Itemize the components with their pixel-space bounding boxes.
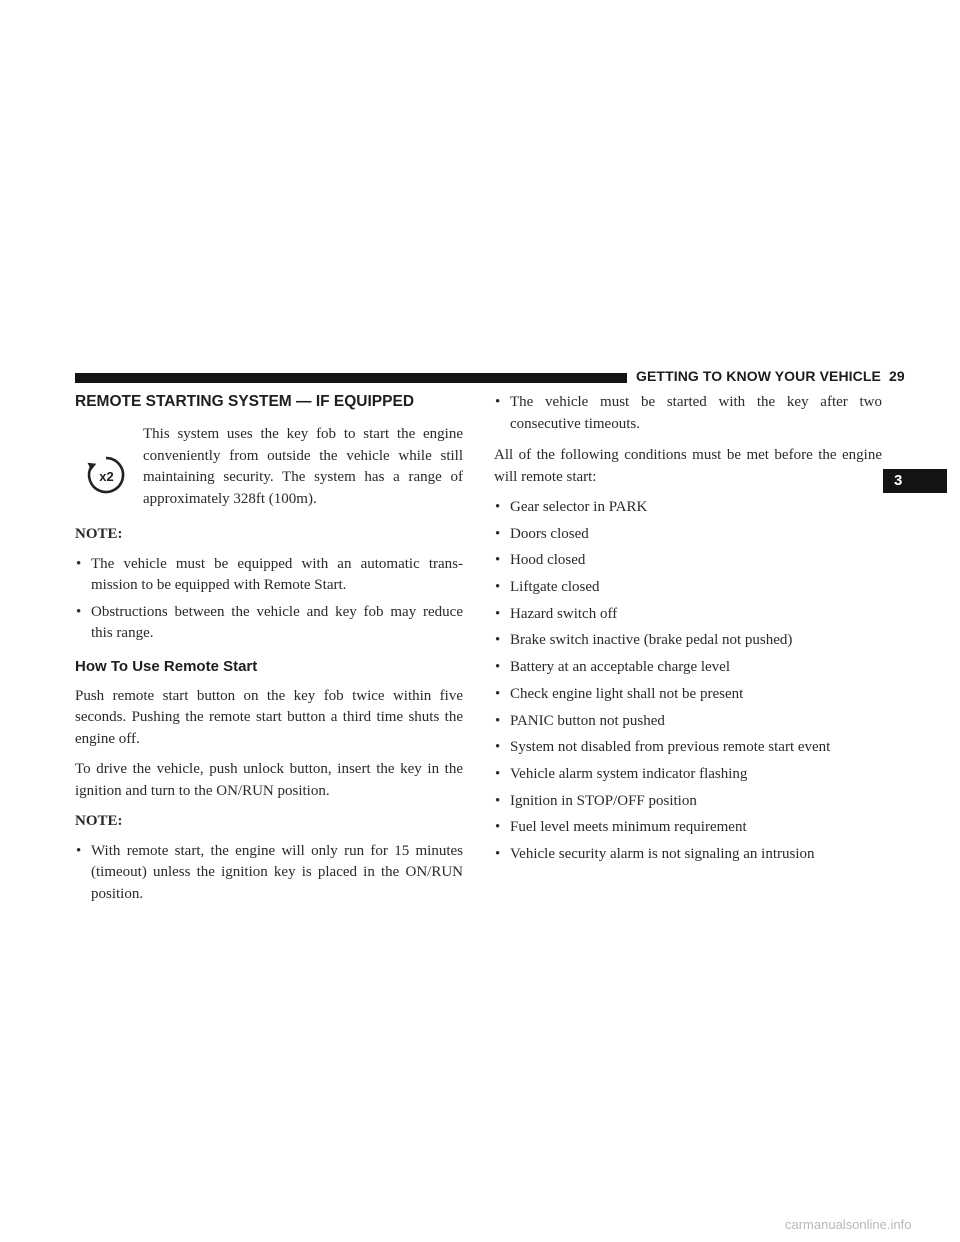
left-column [75, 392, 463, 915]
list-item: • Liftgate closed [494, 577, 882, 599]
list-item: • PANIC button not pushed [494, 711, 882, 733]
list-item: • Doors closed [494, 524, 882, 546]
list-item: • The vehicle must be equipped with an automatic trans- mission to be equipped with Remote Start. [75, 554, 463, 597]
list-item: • Ignition in STOP/OFF position [494, 791, 882, 813]
note-label: NOTE: [75, 526, 123, 542]
list-item: • Hood closed [494, 550, 882, 572]
list-item: • Brake switch inactive (brake pedal not pushed) [494, 630, 882, 652]
note-label: NOTE: [75, 813, 123, 829]
remote-start-x2-icon [85, 454, 127, 496]
list-item: • Vehicle alarm system indicator flashing [494, 764, 882, 786]
note-list [75, 841, 463, 906]
list-item: • Gear selector in PARK [494, 497, 882, 519]
list-item: • Battery at an acceptable charge level [494, 657, 882, 679]
header-rule [75, 373, 627, 383]
paragraph: All of the following conditions must be met before the engine will remote start: [494, 447, 882, 485]
paragraph: To drive the vehicle, push unlock button, insert the key in the ignition and turn to the ON/RUN position. [75, 761, 463, 799]
list-item: • Hazard switch off [494, 604, 882, 626]
icon-label: x2 [99, 469, 114, 484]
running-header [636, 368, 905, 384]
list-item: • Check engine light shall not be present [494, 684, 882, 706]
list-item: • The vehicle must be started with the key after two consecutive timeouts. [494, 392, 882, 435]
note-list [494, 392, 882, 435]
list-item: • Fuel level meets minimum requirement [494, 817, 882, 839]
page-number: 29 [888, 368, 905, 384]
intro-block [75, 424, 463, 510]
watermark: carmanualsonline.info [785, 1217, 912, 1232]
intro-text: This system uses the key fob to start the engine conveniently from outside the vehicle while still maintaining security. The system has a range of approximately 328ft (100m). [143, 426, 463, 507]
list-item: • Vehicle security alarm is not signaling an intrusion [494, 844, 882, 866]
section-title: REMOTE STARTING SYSTEM — IF EQUIPPED [75, 393, 415, 410]
list-item: • With remote start, the engine will only run for 15 minutes (timeout) unless the ignition key is placed in the ON/RUN position. [75, 841, 463, 906]
list-item: • System not disabled from previous remote start event [494, 737, 882, 759]
paragraph: Push remote start button on the key fob twice within five seconds. Pushing the remote start button a third time shuts the engine off. [75, 687, 463, 747]
chapter-tab: 3 [883, 469, 947, 493]
right-column [494, 392, 882, 875]
note-list [75, 554, 463, 645]
subheading: How To Use Remote Start [75, 657, 258, 675]
header-section-title: GETTING TO KNOW YOUR VEHICLE [636, 368, 881, 384]
conditions-list [494, 497, 882, 865]
list-item: • Obstructions between the vehicle and key fob may reduce this range. [75, 602, 463, 645]
